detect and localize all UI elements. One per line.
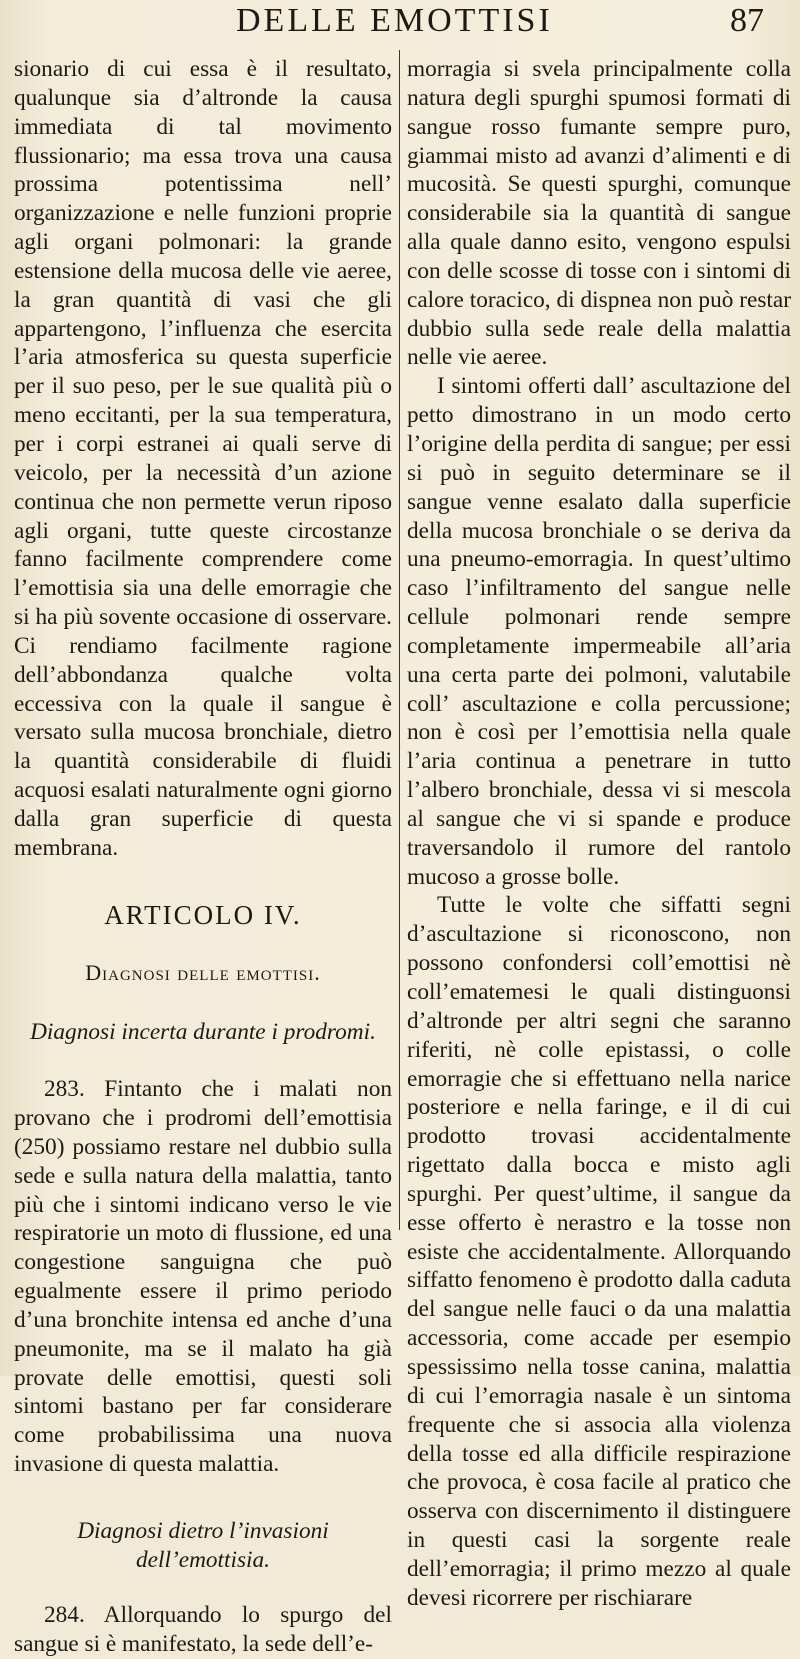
subheading-two-line-2: dell’emottisia. [136,1546,270,1573]
subheading-two-line-1: Diagnosi dietro l’invasioni [77,1517,329,1544]
paragraph-283: 283. Fintanto che i malati non provano che i prodromi dell’emottisia (250) possiamo restare nel dubbio sulla sede e sulla natura della malattia, tanto più che i sintomi indicano verso le vie respiratorie un moto di flussione, ed una congestione sanguigna che può egualmente essere il primo periodo d’una bronchite intensa ed anche d’una pneumonite, ma se il malato ha già provate delle emottisi, questi soli sintomi bastano per far considerare come probabilissima una nuova invasione di questa malattia. [14,1076,392,1478]
article-title: ARTICOLO IV. [104,899,302,930]
right-paragraph-1: morragia si svela principalmente colla natura degli spurghi spumosi formati di sangue rosso fumante sempre puro, giammai misto ad avanzi d’alimenti e di mucosità. Se questi spurghi, comunque considerabile sia la quantità di sangue alla quale danno esito, vengono espulsi con delle scosse di tosse con i sintomi di calore toracico, di dispnea non può restar dubbio sulla sede reale della malattia nelle vie aeree. [407,56,791,371]
subheading-uncertain-diagnosis: Diagnosi incerta durante i prodromi. [30,1019,376,1046]
column-divider [399,50,400,1230]
opening-paragraph: sionario di cui essa è il resultato, qualunque sia d’altronde la causa immediata di tal movimento flussionario; ma essa trova una causa prossima potentissima nell’ organizzazione e nelle funzioni proprie agli organi polmonari: la grande estensione della mucosa delle vie aeree, la gran quantità di vasi che gli appartengono, l’influenza che esercita l’aria atmosferica su questa superficie per il suo peso, per le sue qualità più o meno eccitanti, per la sua temperatura, per i corpi estranei ai quali serve di veicolo, per la necessità d’un azione continua che non permette verun riposo agli organi, tutte queste circostanze fanno facilmente comprendere come l’emottisia sia una delle emorragie che si ha più sovente occasione di osservare. Ci rendiamo facilmente ragione dell’abbondanza qualche volta eccessiva con la quale il sangue è versato sulla mucosa bronchiale, dietro la quantità considerabile di fluidi acquosi esalati naturalmente ogni giorno dalla gran superficie di questa membrana. [14,56,392,861]
paragraph-284: 284. Allorquando lo spurgo del sangue si è manifestato, la sede dell’e- [14,1601,392,1657]
running-title: DELLE EMOTTISI [236,2,553,39]
right-column [407,55,791,1613]
page-header [0,2,800,48]
page-number: 87 [730,2,764,39]
right-paragraph-2: I sintomi offerti dall’ ascultazione del petto dimostrano in un modo certo l’origine della perdita di sangue; per essi si può in seguito determinare se il sangue venne esalato dalla superficie della mucosa bronchiale o se deriva da una pneumo-emorragia. In quest’ultimo caso l’infiltramento del sangue nelle cellule polmonari rende sempre completamente impermeabile all’aria una certa parte dei polmoni, valutabile coll’ ascultazione e colla percussione; non è così per l’emottisia nella quale l’aria continua a penetrare in tutto l’albero bronchiale, dessa vi si mescola al sangue che vi si spande e produce traversandolo il rumore del rantolo mucoso a grosse bolle. [407,373,791,890]
subheading-diagnosis-after-invasion [14,1517,392,1575]
left-column [14,55,392,1659]
section-heading: Diagnosi delle emottisi. [85,960,321,986]
right-paragraph-3: Tutte le volte che siffatti segni d’ascultazione si riconoscono, non possono confondersi coll’emottisi nè coll’ematemesi le quali distinguonsi d’altronde per altri segni che saranno riferiti, nè colle epistassi, o colle emorragie che si effettuano nella narice posteriore e nella faringe, e il di cui prodotto trovasi accidentalmente rigettato dalla bocca e misto agli spurghi. Per quest’ultime, il sangue da esse offerto è nerastro e la tosse non esiste che accidentalmente. Allorquando siffatto fenomeno è prodotto dalla caduta del sangue nelle fauci o da una malattia accessoria, come accade per esempio spessissimo nella tosse canina, malattia di cui l’emorragia nasale è un sintoma frequente che si associa alla violenza della tosse ed alla difficile respirazione che provoca, è cosa facile al pratico che osserva con discernimento il distinguere in questi casi la sorgente reale dell’emorragia; il primo mezzo al quale devesi ricorrere per rischiarare [407,892,791,1611]
